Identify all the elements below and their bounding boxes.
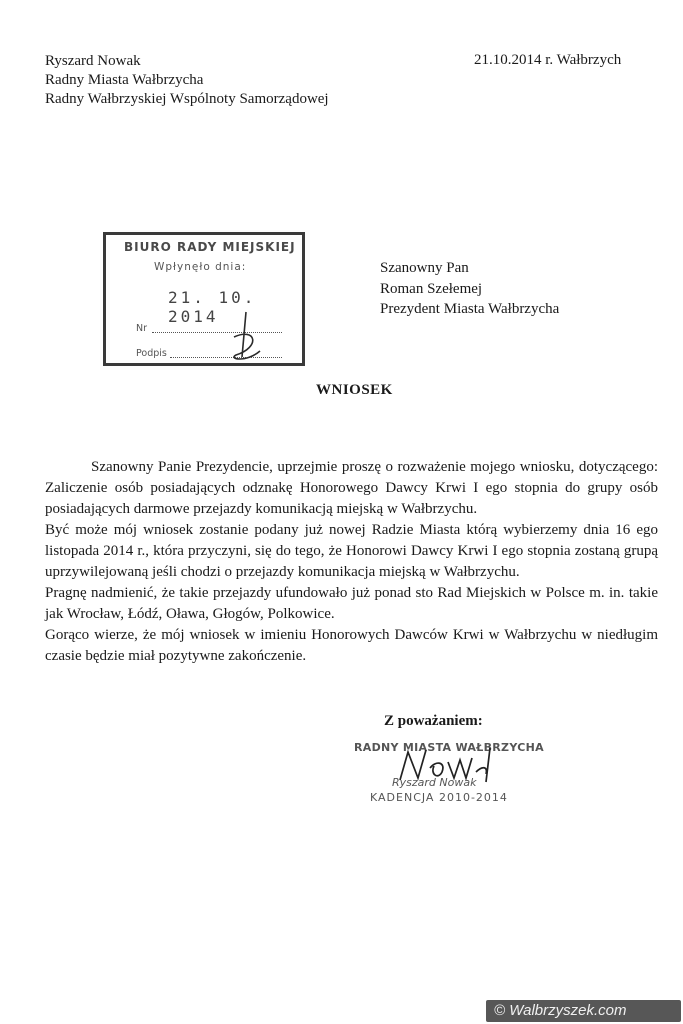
- stamp-initials-scribble: [216, 307, 276, 367]
- signature-stamp: [350, 738, 550, 810]
- recipient-title: Prezydent Miasta Wałbrzycha: [380, 301, 560, 317]
- sender-block: [45, 52, 329, 109]
- signature-term: KADENCJA 2010-2014: [370, 791, 508, 804]
- body-paragraph: Gorąco wierze, że mój wniosek w imieniu Honorowych Dawców Krwi w Wałbrzychu w niedługim czasie będzie miał pozytywne zakończenie.: [45, 627, 658, 664]
- watermark-text: © Walbrzyszek.com: [494, 1002, 627, 1019]
- stamp-nr-label: Nr: [136, 323, 148, 334]
- registry-stamp: [103, 232, 305, 366]
- body-paragraph: Szanowny Panie Prezydencie, uprzejmie proszę o rozważenie mojego wniosku, dotyczącego: Zaliczenie osób posiadających odznakę Honorowego Dawcy Krwi I ego stopnia do grupy osób posiadających darmowe przejazdy komunikacją miejską w Wałbrzychu.: [45, 459, 658, 517]
- sender-name: Ryszard Nowak: [45, 53, 141, 69]
- recipient-name: Roman Szełemej: [380, 280, 483, 297]
- stamp-signature-label: Podpis: [136, 348, 167, 359]
- recipient-block: [380, 258, 559, 320]
- body-paragraph: Pragnę nadmienić, że takie przejazdy ufundowało już ponad sto Rad Miejskich w Polsce m. in. takie jak Wrocław, Łódź, Oława, Głogów, Polkowice.: [45, 585, 658, 622]
- body-paragraph: Być może mój wniosek zostanie podany już nowej Radzie Miasta którą wybierzemy dnia 16 ego listopada 2014 r., która przyczyni, się do tego, że Honorowi Dawcy Krwi I ego stopnia zostaną grupą uprzywilejowaną jeśli chodzi o przejazdy komunikacja miejską w Wałbrzychu.: [45, 522, 658, 580]
- sender-role-council-text: Radny Miasta Wałbrzycha: [45, 72, 204, 88]
- stamp-received-label: Wpłynęło dnia:: [154, 261, 247, 273]
- recipient-salutation: Szanowny Pan: [380, 260, 469, 276]
- stamp-received-date: 21. 10. 2014: [168, 288, 257, 326]
- signature-role: RADNY MIASTA WAŁBRZYCHA: [354, 741, 544, 754]
- closing-phrase: Z poważaniem:: [384, 713, 483, 729]
- site-watermark: [486, 1000, 681, 1022]
- sender-role-council: [45, 71, 329, 90]
- document-title: WNIOSEK: [316, 382, 393, 398]
- signature-name: Ryszard Nowak: [392, 776, 477, 789]
- sender-role-community: Radny Wałbrzyskiej Wspólnoty Samorządowej: [45, 91, 329, 107]
- letter-date: 21.10.2014 r. Wałbrzych: [474, 52, 622, 68]
- letter-body: [45, 457, 658, 667]
- stamp-title: BIURO RADY MIEJSKIEJ: [124, 240, 296, 254]
